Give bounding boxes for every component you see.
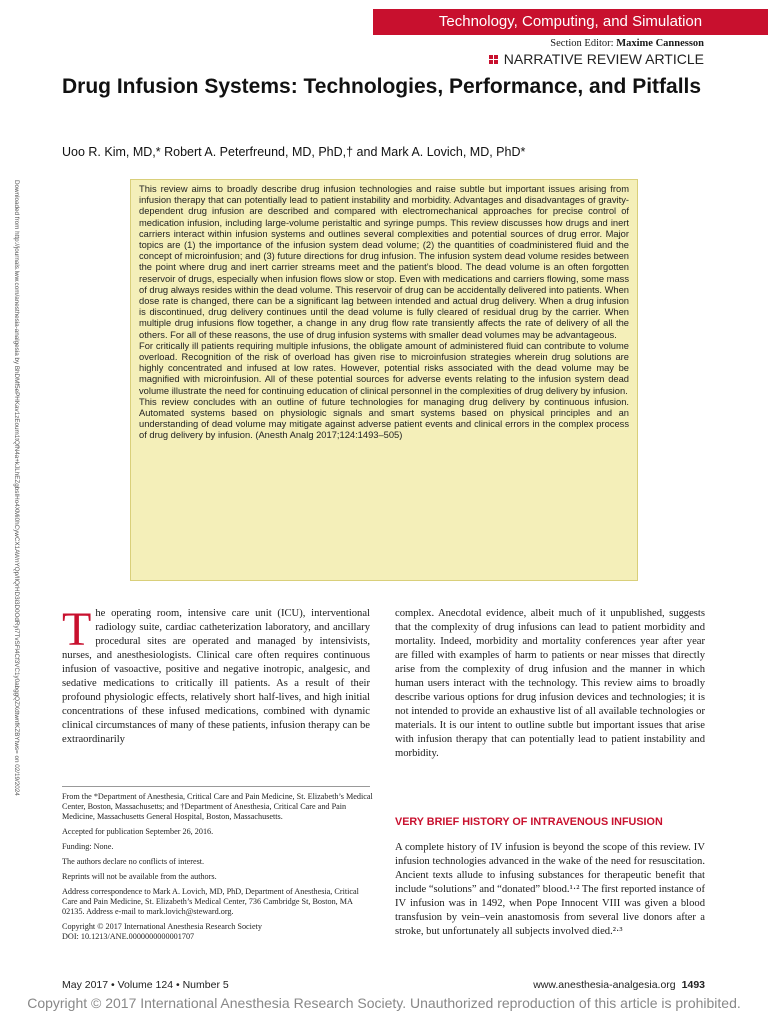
doi-note: DOI: 10.1213/ANE.0000000000001707 — [62, 932, 195, 941]
section-editor — [550, 38, 704, 49]
intro-continued-text: complex. Anecdotal evidence, albeit much of it unpublished, suggests that the complexity of drug infusions can lead to patient morbidity and mortality. Indeed, morbidity and mortality conferences year after year are filled with examples of harm to patients or near misses that directly arise from the complexity of drug infusion and the manner in which human users interact with the technology. This review aims to broadly describe various options for drug infusion devices and technologies; it is not intended to provide an exhaustive list of all available technologies or materials. It is our intent to outline subtle but important issues that arise with infusion therapy that can potentially lead to patient instability and morbidity. — [395, 608, 705, 759]
article-type-label: NARRATIVE REVIEW ARTICLE — [503, 51, 704, 67]
abstract-paragraph: This review aims to broadly describe drug infusion technologies and raise subtle but important issues arising from infusion therapy that can potentially lead to patient instability and morbidity. Advantages and disadvantages of gravity-dependent drug infusion are described and compared with electromechanical approaches for precise control of medication infusion, including large-volume peristaltic and syringe pumps. This review discusses how drugs and inert carriers interact within infusion systems and outlines several complexities and potential sources of drug error. Major topics are (1) the importance of the infusion system dead volume; (2) the quantities of coadministered fluid and the concept of microinfusion; and (3) future directions for drug infusion. The infusion system dead volume resides between the point where drug and inert carrier streams meet and the patient’s blood. The dead volume is an often forgotten reservoir of drugs, especially when infusion flows slow or stop. Even with medications and carriers flowing, some mass of drug always resides within the dead volume. This reservoir of drug can be accidentally delivered into patients. When dose rate is changed, there can be a significant lag between intended and actual drug delivery. When a drug infusion is discontinued, drug delivery continues until the dead volume is fully cleared of residual drug by the carrier. When multiple drug infusions flow together, a change in any drug flow rate transiently affects the rate of delivery of all the others. For all of these reasons, the use of drug infusion systems with smaller dead volumes may be advantageous. — [139, 184, 629, 340]
history-section — [395, 841, 705, 939]
section-editor-label: Section Editor: — [550, 38, 617, 49]
article-notes — [62, 792, 374, 942]
abstract-paragraph: This review concludes with an outline of future technologies for managing drug delivery by continuous infusion. Automated systems based on physiologic signals and smart systems based on physical principles and an understanding of dead volume may mitigate against adverse patient events and clinical errors in the complex process of drug delivery by infusion. (Anesth Analg 2017;124:1493–505) — [139, 396, 629, 441]
funding-note: Funding: None. — [62, 842, 114, 851]
conflicts-note: The authors declare no conflicts of interest. — [62, 857, 205, 866]
correspondence-note: Address correspondence to Mark A. Lovich, MD, PhD, Department of Anesthesia, Critical Care and Pain Medicine, St. Elizabeth’s Medical Center, 736 Cambridge St, Boston, MA 02135. Address e-mail to mark.lovich@steward.org. — [62, 887, 359, 916]
section-heading: VERY BRIEF HISTORY OF INTRAVENOUS INFUSION — [395, 816, 663, 828]
page-number: 1493 — [681, 979, 705, 991]
reprints-note: Reprints will not be available from the authors. — [62, 872, 217, 881]
drop-cap: T — [62, 603, 92, 656]
author-list: Uoo R. Kim, MD,* Robert A. Peterfreund, MD, PhD,† and Mark A. Lovich, MD, PhD* — [62, 145, 526, 159]
journal-website: www.anesthesia-analgesia.org — [533, 979, 676, 991]
section-editor-name: Maxime Cannesson — [616, 38, 704, 49]
article-title: Drug Infusion Systems: Technologies, Performance, and Pitfalls — [62, 75, 702, 98]
copyright-watermark: Copyright © 2017 International Anesthesia Research Society. Unauthorized reproduction of this article is prohibited. — [27, 995, 741, 1011]
history-text: A complete history of IV infusion is beyond the scope of this review. IV infusion technologies advanced in the wake of the need for resuscitation. Ancient texts allude to infusing substances for therapeutic benefit that include “solutions” and “donated” blood.¹·² The first reported instance of IV infusion was in 1492, when Pope Innocent VIII was given a blood transfusion by vein–vein anastomosis from several live donors after a stroke, but unfortunately all subjects involved died.²·³ — [395, 842, 705, 937]
footnote-divider — [62, 786, 370, 787]
article-type — [489, 51, 704, 67]
download-watermark — [6, 180, 20, 796]
abstract-paragraph: For critically ill patients requiring multiple infusions, the obligate amount of administered fluid can contribute to volume overload. Recognition of the risk of overload has given rise to microinfusion strategies wherein drug solutions are highly concentrated and infused at low rates. However, potential risks associated with the dead volume may be magnified with microinfusion. All of these potential sources for adverse events relating to the infusion system dead volume illustrate the need for continuing education of clinical personnel in the complexities of drug delivery by infusion. — [139, 340, 629, 396]
abstract-box — [130, 179, 638, 581]
intro-text: he operating room, intensive care unit (ICU), interventional radiology suite, cardiac catheterization laboratory, and ancillary procedural sites are operated and managed by intensivists, nurses, and anesthesiologists. Clinical care often requires continuous infusion of vasoactive, positive and negative inotropic, analgesic, and sedative medications to critically ill patients. As a result of their profound physiologic effects, relatively short half-lives, and high initial concentrations of these infused medications, combined with dynamic clinical circumstances of many of these patients, infusion therapy can be extraordinarily — [62, 608, 370, 745]
issue-info: May 2017 • Volume 124 • Number 5 — [62, 979, 229, 991]
affiliation-note: From the *Department of Anesthesia, Critical Care and Pain Medicine, St. Elizabeth’s Medical Center, Boston, Massachusetts; and †Department of Anesthesia, Critical Care and Pain Medicine, Massachusetts General Hospital, Boston, Massachusetts. — [62, 792, 373, 821]
journal-section-banner: Technology, Computing, and Simulation — [373, 9, 768, 35]
grid-square-icon — [489, 55, 498, 64]
body-column-right — [395, 607, 705, 761]
page-footer-right — [533, 979, 705, 991]
body-column-left — [62, 603, 370, 747]
download-note-text: Downloaded from http://journals.lww.com/anesthesia-analgesia by BhDMf5ePHKav1zEoum1tQfN4a+kJLhEZgbsIHo4XMi0hCywCX1AWnYQp/IlQrHD3i3D0OdRyi7TvSFl4Cf3VC1y0abggQZXdtwnfKZBYtws= on 02/19/2024 — [13, 180, 20, 796]
copyright-note: Copyright © 2017 International Anesthesia Research Society — [62, 922, 262, 931]
accepted-note: Accepted for publication September 26, 2016. — [62, 827, 214, 836]
